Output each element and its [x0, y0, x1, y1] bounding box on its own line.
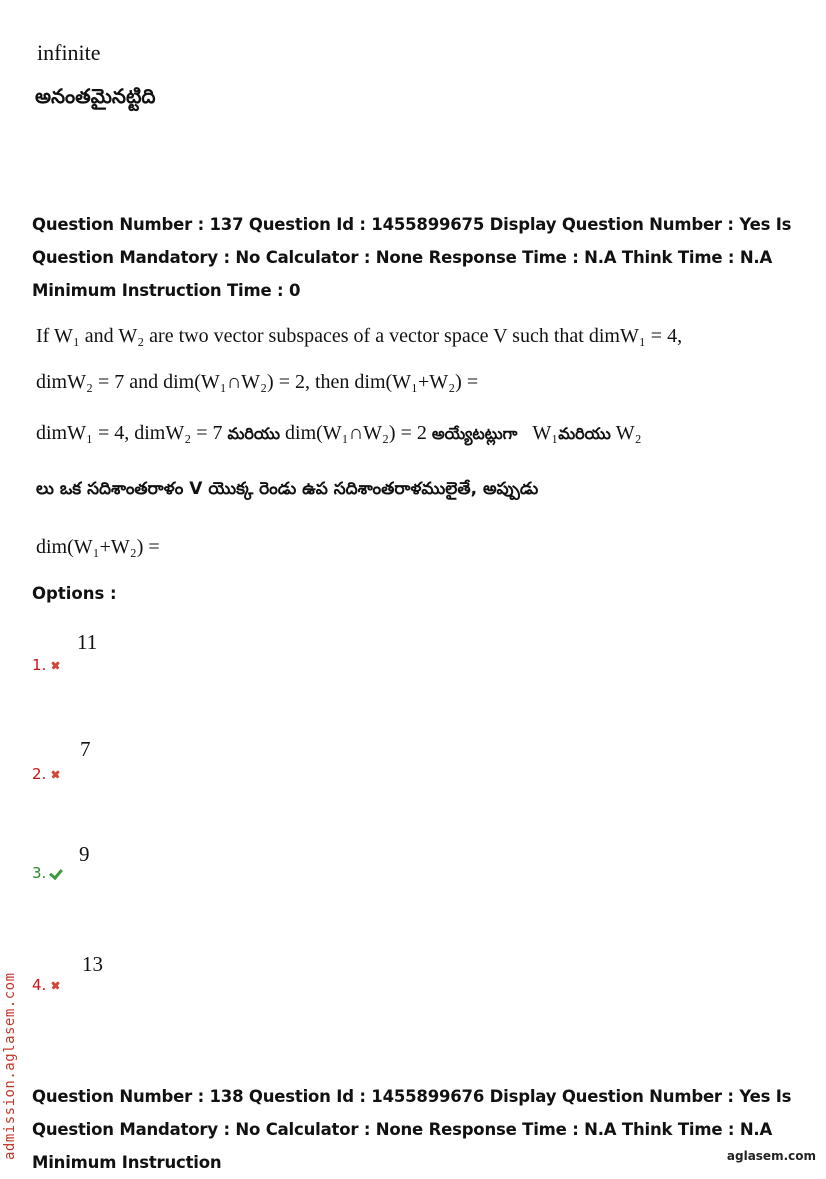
math-segment: W₁ — [532, 422, 559, 444]
question-137-line-5: dim(W₁+W₂) = — [36, 536, 160, 558]
option-number: 4. — [32, 976, 47, 994]
option-2 — [32, 765, 63, 783]
option-4-value: 13 — [82, 952, 103, 976]
telugu-segment: మరియు — [227, 424, 281, 443]
option-number: 2. — [32, 765, 47, 783]
option-1 — [32, 656, 63, 674]
telugu-segment: మరియు — [558, 424, 611, 443]
options-label: Options : — [32, 584, 117, 603]
option-3 — [32, 864, 63, 882]
question-137-line-3 — [36, 422, 642, 447]
watermark: admission.aglasem.com — [2, 972, 18, 1160]
option-4 — [32, 976, 63, 994]
option-3-value: 9 — [79, 842, 90, 866]
option-1-value: 11 — [77, 630, 98, 654]
cross-icon — [49, 978, 63, 992]
question-137-line-1: If W₁ and W₂ are two vector subspaces of a vector space V such that dimW₁ = 4, — [36, 325, 683, 347]
math-segment: dimW₁ = 4, dimW₂ = 7 — [36, 422, 223, 444]
question-137-line-2: dimW₂ = 7 and dim(W₁∩W₂) = 2, then dim(W₁+W₂) = — [36, 371, 479, 393]
cross-icon — [49, 767, 63, 781]
cross-icon — [49, 658, 63, 672]
math-segment: dim(W₁∩W₂) = 2 — [285, 422, 427, 444]
previous-answer-english: infinite — [37, 40, 101, 65]
question-137-meta: Question Number : 137 Question Id : 1455899675 Display Question Number : Yes Is Question Mandatory : No Calculator : None Response Time : N.A Think Time : N.A Minimum Instruction Time : 0 — [32, 215, 792, 300]
question-137-line-4: లు ఒక సదిశాంతరాళం V యొక్క రెండు ఉప సదిశాంతరాళములైతే, అప్పుడు — [36, 479, 539, 499]
option-number: 3. — [32, 864, 47, 882]
option-2-value: 7 — [80, 737, 91, 761]
telugu-segment: అయ్యేటట్లుగా — [431, 424, 518, 443]
math-segment: W₂ — [615, 422, 642, 444]
check-icon — [49, 866, 63, 880]
footer-brand: aglasem.com — [726, 1149, 816, 1163]
question-138-meta: Question Number : 138 Question Id : 1455899676 Display Question Number : Yes Is Question Mandatory : No Calculator : None Response Time : N.A Think Time : N.A Minimum Instruction — [32, 1087, 792, 1172]
option-number: 1. — [32, 656, 47, 674]
previous-answer-telugu: అనంతమైనట్టిది — [35, 84, 156, 108]
